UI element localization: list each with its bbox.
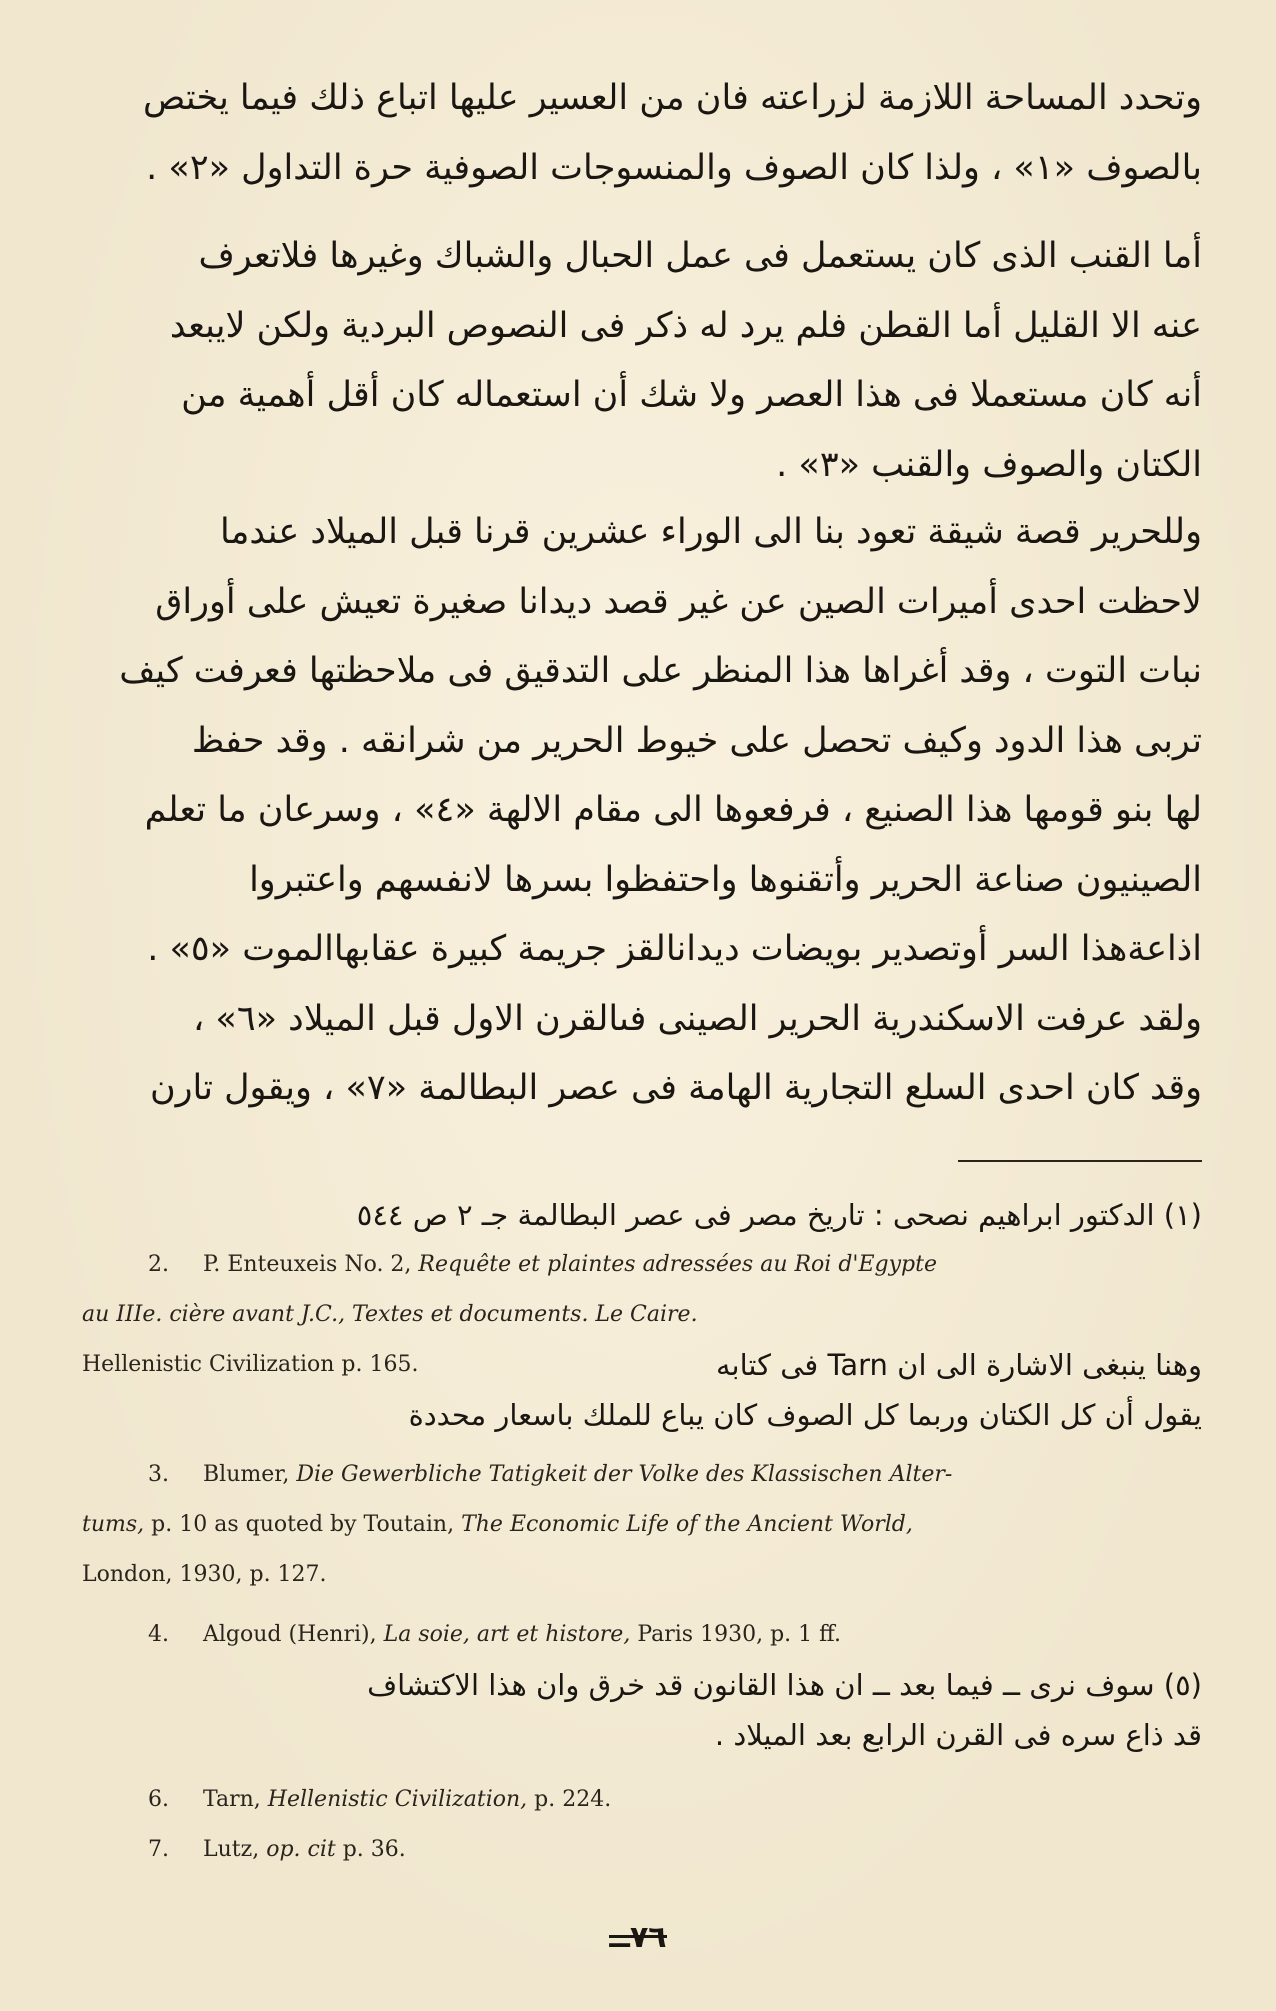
page-number-text: ٧٦ــ — [609, 1920, 667, 1955]
text-line: أنه كان مستعملا فى هذا العصر ولا شك أن استعماله كان أقل أهمية من — [181, 375, 1202, 415]
text-line: ولقد عرفت الاسكندرية الحرير الصينى فىالقرن الاول قبل الميلاد «٦» ، — [192, 998, 1202, 1039]
paragraph-3 — [82, 498, 1202, 1124]
text-line: تربى هذا الدود وكيف تحصل على خيوط الحرير من شرانقه . وقد حفظ — [191, 720, 1202, 761]
text-line: نبات التوت ، وقد أغراها هذا المنظر على التدقيق فى ملاحظتها فعرفت كيف — [119, 651, 1202, 691]
text-line: عنه الا القليل أما القطن فلم يرد له ذكر فى النصوص البردية ولكن لايبعد — [169, 305, 1202, 346]
footnote-divider — [958, 1160, 1202, 1162]
footnote-author: Algoud (Henri), — [203, 1622, 377, 1647]
text-line: وقد كان احدى السلع التجارية الهامة فى عصر البطالمة «٧» ، ويقول تارن — [149, 1068, 1202, 1108]
footnote-title: The Economic Life of the Ancient World, — [461, 1512, 913, 1537]
text-line: الكتان والصوف والقنب «٣» . — [776, 444, 1202, 485]
text-line: بالصوف «١» ، ولذا كان الصوف والمنسوجات الصوفية حرة التداول «٢» . — [146, 147, 1202, 188]
footnote-ref: p. 10 as quoted by Toutain, — [151, 1512, 455, 1537]
text-line: وتحدد المساحة اللازمة لزراعته فان من العسير عليها اتباع ذلك فيما يختص — [143, 78, 1202, 118]
text-line: اذاعةهذا السر أوتصدير بويضات ديدانالقز جريمة كبيرة عقابهاالموت «٥» . — [147, 929, 1202, 969]
footnote-source: P. Enteuxeis No. 2, — [203, 1252, 412, 1277]
footnote-ref: Paris 1930, p. 1 ff. — [637, 1622, 841, 1647]
footnote-number: 6. — [148, 1787, 169, 1812]
footnote-5: (٥) سوف نرى ــ فيما بعد ــ ان هذا القانون قد خرق وان هذا الاكتشاف — [367, 1668, 1202, 1702]
text-line: لها بنو قومها هذا الصنيع ، فرفعوها الى مقام الالهة «٤» ، وسرعان ما تعلم — [144, 790, 1202, 830]
paragraph-2 — [82, 222, 1202, 500]
footnote-title: Hellenistic Civilization, — [267, 1787, 528, 1812]
footnote-ref: p. 224. — [534, 1787, 612, 1812]
footnote-3-end: London, 1930, p. 127. — [82, 1562, 327, 1587]
footnote-7 — [82, 1825, 1212, 1875]
footnote-number: 3. — [148, 1462, 169, 1487]
footnote-title: Die Gewerbliche Tatigkeit der Volke des Klassischen Alter- — [296, 1462, 953, 1487]
footnote-3-cont — [82, 1500, 1212, 1550]
footnote-4 — [82, 1610, 1212, 1660]
footnote-3 — [82, 1450, 1212, 1500]
text-line: لاحظت احدى أميرات الصين عن غير قصد ديدانا صغيرة تعيش على أوراق — [155, 581, 1202, 622]
footnote-title-cont: tums, — [82, 1512, 145, 1537]
footnote-ref: p. 36. — [342, 1837, 406, 1862]
footnote-2-ar: وهنا ينبغى الاشارة الى ان Tarn فى كتابه — [715, 1348, 1202, 1382]
footnote-2-cont: au IIIe. cière avant J.C., Textes et documents. Le Caire. — [82, 1302, 698, 1327]
footnote-author: Tarn, — [203, 1787, 261, 1812]
footnote-1: (١) الدكتور ابراهيم نصحى : تاريخ مصر فى عصر البطالمة جـ ٢ ص ٥٤٤ — [356, 1198, 1202, 1232]
text-line: أما القنب الذى كان يستعمل فى عمل الحبال والشباك وغيرها فلاتعرف — [198, 236, 1202, 276]
page-number — [0, 1920, 1276, 1955]
footnote-author: Lutz, — [203, 1837, 260, 1862]
footnote-number: 2. — [148, 1252, 169, 1277]
paragraph-1 — [82, 64, 1202, 203]
text-line: وللحرير قصة شيقة تعود بنا الى الوراء عشرين قرنا قبل الميلاد عندما — [220, 512, 1202, 552]
footnote-title: La soie, art et histore, — [383, 1622, 631, 1647]
footnote-2-note — [82, 1340, 1202, 1390]
text-line: الصينيون صناعة الحرير وأتقنوها واحتفظوا بسرها لانفسهم واعتبروا — [249, 859, 1202, 900]
footnote-author: Blumer, — [203, 1462, 290, 1487]
footnote-number: 4. — [148, 1622, 169, 1647]
footnote-2 — [82, 1240, 1212, 1290]
footnote-number: 7. — [148, 1837, 169, 1862]
footnote-title: Requête et plaintes adressées au Roi d'Egypte — [418, 1252, 937, 1277]
footnote-title: op. cit — [266, 1837, 336, 1862]
footnote-6 — [82, 1775, 1212, 1825]
footnote-5-cont: قد ذاع سره فى القرن الرابع بعد الميلاد . — [714, 1718, 1202, 1752]
footnote-2-en: Hellenistic Civilization p. 165. — [82, 1352, 419, 1377]
footnote-2-ar-line2: يقول أن كل الكتان وربما كل الصوف كان يباع للملك باسعار محددة — [408, 1398, 1202, 1432]
